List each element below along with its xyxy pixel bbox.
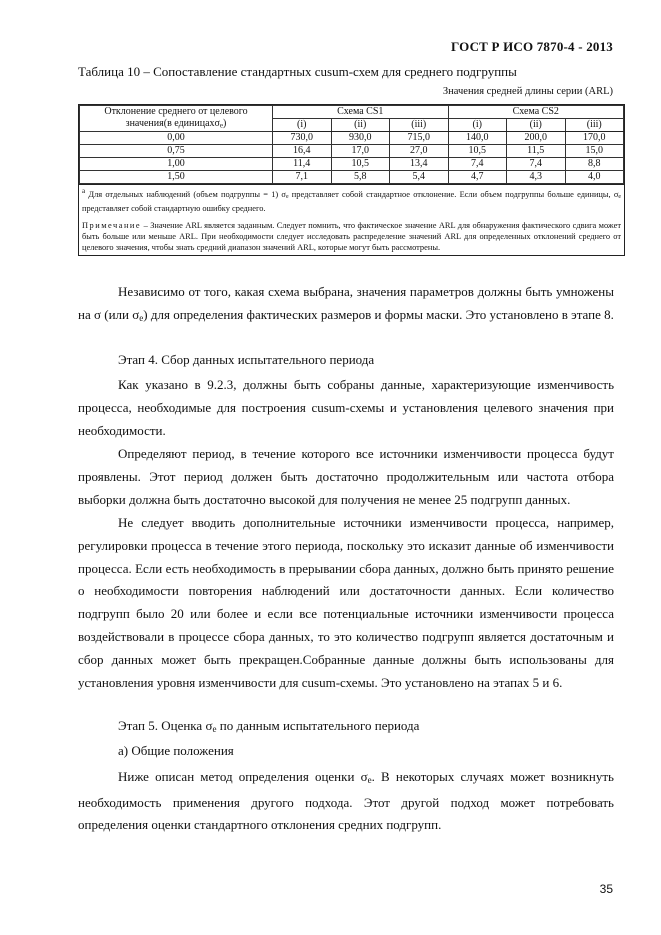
table-row [80,171,624,184]
paragraph-estimation-method [78,766,614,837]
p1-sub: e [139,312,144,323]
footnote-sub-2: e [618,194,621,201]
paragraph-scheme-parameters [78,281,614,329]
value-cell: 930,0 [331,132,390,145]
sub-header-cell: (ii) [331,119,390,132]
value-cell: 200,0 [507,132,566,145]
step5-sub: e [212,723,217,734]
value-cell: 10,5 [448,145,507,158]
deviation-header-end: ) [223,118,227,129]
value-cell: 715,0 [390,132,449,145]
deviation-column-header [80,106,273,132]
paragraph-variability-sources: Не следует вводить дополнительные источники изменчивости процесса, например, регулировки процесса в течение этого периода, поскольку это исказит данные об изменчивости процесса. Если есть необходимость в прерывании сбора данных, должно быть принято решение о необходимости повторения наблюдений или достаточности данных. Если количество подгрупп было 20 или более и если все потенциальные источники изменчивости процесса воздействовали в процессе сбора данных, то это количество подгрупп является достаточным и сбор данных может быть прекращен.Собранные данные должны быть использованы для установления уровня изменчивости для cusum-схемы. Это установлено на этапах 5 и 6. [78,515,614,690]
table-unit-caption: Значения средней длины серии (ARL) [442,86,613,97]
value-cell: 4,7 [448,171,507,184]
sub-header-cell: (ii) [507,119,566,132]
footnote-text-2: представляет собой стандартное отклонение. Если объем подгруппы больше единицы, σ [288,190,619,200]
table-row [80,158,624,171]
table-title: Таблица 10 – Сопоставление стандартных cusum-схем для среднего подгруппы [78,64,517,79]
value-cell: 7,4 [507,158,566,171]
value-cell: 5,8 [331,171,390,184]
table-row [80,132,624,145]
footnote-text-3: представляет собой стандартную ошибку среднего. [82,204,266,214]
sub-header-cell: (iii) [390,119,449,132]
paragraph-period-definition: Определяют период, в течение которого все источники изменчивости процесса будут проявлены. Этот период должен быть достаточно продолжительным или частота отбора выборки должна быть достаточно высокой для получения не менее 25 подгрупп данных. [78,446,614,507]
value-cell: 8,8 [565,158,624,171]
scheme-cs2-header: Схема CS2 [448,106,624,119]
deviation-cell: 1,50 [80,171,273,184]
arl-table-grid [79,105,624,184]
page-number: 35 [599,882,613,896]
deviation-header-line2: значения(в единицахσ [125,118,220,129]
arl-comparison-table [78,104,625,256]
value-cell: 17,0 [331,145,390,158]
p1-text-b: ) для определения фактических размеров и формы маски. Это установлено в этапе 8. [143,306,614,322]
step-4-heading: Этап 4. Сбор данных испытательного периода [118,352,375,367]
paragraph-data-collection: Как указано в 9.2.3, должны быть собраны данные, характеризующие изменчивость процесса, необходимые для построения cusum-схемы и установления целевого значения при необходимости. [78,377,614,438]
note-text: – Значение ARL является заданным. Следует помнить, что фактическое значение ARL для обнаружения фактического сдвига может быть больше или меньше ARL. При необходимости следует исследовать распределение значений ARL для определенных отклонений среднего от целевого значения, чтобы знать средний диапазон значений ARL, которые могут быть рассмотрены. [82,221,621,253]
scheme-cs1-header: Схема CS1 [273,106,449,119]
sub-header-cell: (i) [448,119,507,132]
value-cell: 27,0 [390,145,449,158]
footnote-text-1: Для отдельных наблюдений (объем подгруппы = 1) σ [88,190,286,200]
table-note [79,214,624,255]
table-footnote [79,184,624,214]
note-label: Примечание [82,221,142,231]
deviation-header-sub: e [219,121,224,130]
value-cell: 5,4 [390,171,449,184]
deviation-header-line1: Отклонение среднего от целевого [104,106,248,117]
step-5-heading [118,718,419,734]
value-cell: 16,4 [273,145,332,158]
p1-text-a: Независимо от того, какая схема выбрана, значения параметров должны быть умножены на σ (или σ [78,284,614,322]
p5-sub: e [367,774,372,785]
value-cell: 170,0 [565,132,624,145]
footnote-mark: a [82,187,86,196]
step5-text-b: по данным испытательного периода [216,718,420,733]
footnote-sub-1: e [285,194,289,201]
deviation-cell: 1,00 [80,158,273,171]
value-cell: 13,4 [390,158,449,171]
step5-text-a: Этап 5. Оценка σ [118,718,213,733]
value-cell: 11,4 [273,158,332,171]
document-header: ГОСТ Р ИСО 7870-4 - 2013 [450,39,613,54]
value-cell: 4,0 [565,171,624,184]
value-cell: 11,5 [507,145,566,158]
value-cell: 730,0 [273,132,332,145]
value-cell: 7,1 [273,171,332,184]
table-row [80,145,624,158]
value-cell: 15,0 [565,145,624,158]
p5-text-a: Ниже описан метод определения оценки σ [118,769,368,784]
value-cell: 7,4 [448,158,507,171]
sub-header-cell: (i) [273,119,332,132]
value-cell: 10,5 [331,158,390,171]
subsection-general: а) Общие положения [118,743,234,758]
value-cell: 140,0 [448,132,507,145]
sub-header-cell: (iii) [565,119,624,132]
p5-text-b: . В некоторых случаях может возникнуть необходимость применения другого подхода. Этот другой подход может потребовать определения оценки стандартного отклонения средних подгрупп. [78,769,614,833]
value-cell: 4,3 [507,171,566,184]
deviation-cell: 0,75 [80,145,273,158]
deviation-cell: 0,00 [80,132,273,145]
